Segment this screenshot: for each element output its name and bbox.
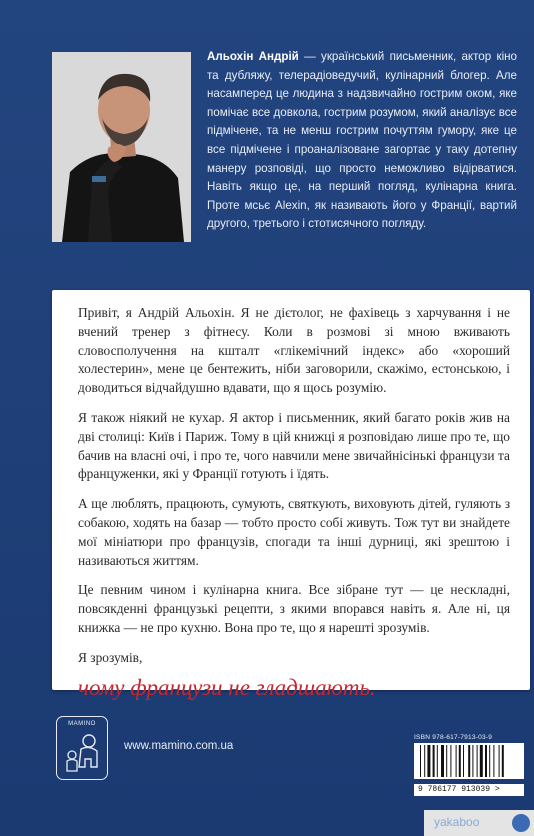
store-badge[interactable] bbox=[424, 810, 534, 836]
blurb-paragraph: А ще люблять, працюють, сумують, святкують, виховують дітей, гуляють з собакою, ходять на базар — тобто просто собі живуть. Тож тут ви знайдете мої мініатюри про французів, спогади та інші дурниці, які зрештою і називаються життям. bbox=[78, 496, 510, 568]
author-bio bbox=[207, 48, 517, 234]
blurb-panel bbox=[52, 290, 530, 700]
blurb-paragraph: Я зрозумів, bbox=[78, 649, 143, 665]
store-badge-text bbox=[434, 815, 479, 829]
blurb-paragraph: Привіт, я Андрій Альохін. Я не дієтолог, не фахівець з харчування і не вчений тренер з фітнесу. Коли в розмові зі мною вживають словосполучення на кшталт «глікемічний індекс» або «хороший холестерин», мене це бентежить, ніби заговорили, скажімо, естонською, і доводиться відчайдушно вдавати, що я щось розумію. bbox=[78, 305, 510, 396]
publisher-logo bbox=[56, 716, 108, 780]
isbn-label: ISBN 978-617-7913-03-9 bbox=[414, 734, 493, 741]
barcode-number: 9 786177 913039 > bbox=[414, 784, 524, 796]
publisher-logo-text: MAMINO bbox=[68, 721, 96, 727]
dog-kid-icon bbox=[63, 731, 103, 775]
publisher-website[interactable]: www.mamino.com.ua bbox=[124, 740, 234, 752]
blurb-paragraph: Це певним чином і кулінарна книга. Все зібране тут — це нескладні, повсякденні французькі рецепти, з якими впорався навіть я. Але ні, ця книжка — не про кухню. Вона про те, що я нарешті зрозумів. bbox=[78, 582, 510, 635]
blurb-paragraph: Я також ніякий не кухар. Я актор і письменник, який багато років жив на дві столиці: Київ і Париж. Тому в цій книжці я розповідаю лише про те, що бачив на власні очі, і про те, чого навчили мене звичайнісінькі французи та француженки, які у Франції готують і їдять. bbox=[78, 409, 510, 482]
isbn-block bbox=[414, 734, 524, 794]
store-logo-icon bbox=[512, 814, 530, 832]
barcode bbox=[414, 743, 524, 779]
blurb-text bbox=[78, 304, 510, 702]
author-photo bbox=[52, 52, 191, 242]
author-bio-text: — український письменник, актор кіно та дубляжу, телерадіоведучий, кулінарний блогер. Але насамперед це людина з надзвичайно гострим оком, яке помічає все довкола, гострим розумом, який аналізує все підмічене, та не менш гострим почуттям гумору, яке це все підмічене і проаналізоване загортає у таку дотепну манеру розповіді, що просто неможливо відірватися. Навіть якщо це, на перший погляд, кулінарна книга. Проте мсьє Alexin, як називають його у Франції, вартий другого, третього і стотисячного погляду. bbox=[207, 50, 518, 231]
author-name: Альохін Андрій bbox=[207, 50, 299, 63]
tagline: чому французи не гладшають. bbox=[78, 674, 376, 700]
store-badge-label: yakaboo bbox=[434, 815, 480, 829]
